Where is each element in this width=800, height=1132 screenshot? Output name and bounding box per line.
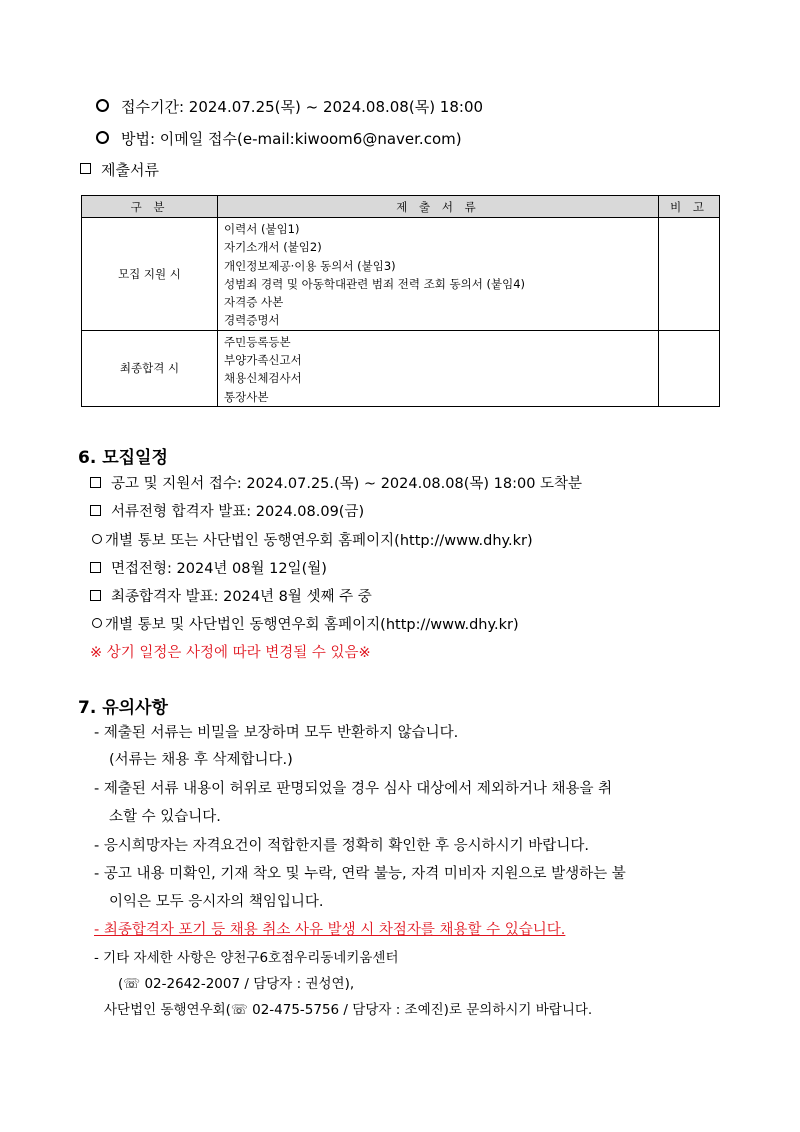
schedule-title: 6. 모집일정 <box>78 448 168 468</box>
table-row <box>82 330 720 406</box>
list-item: 성범죄 경력 및 아동학대관련 범죄 전력 조회 동의서 (붙임4) <box>224 276 526 291</box>
row-category: 모집 지원 시 <box>82 218 218 331</box>
list-item: 부양가족신고서 <box>224 353 302 368</box>
application-period: 접수기간: 2024.07.25(목) ~ 2024.08.08(목) 18:00 <box>96 96 483 117</box>
list-item: 개인정보제공·이용 동의서 (붙임3) <box>224 258 396 273</box>
list-item: 주민등록등본 <box>224 334 291 349</box>
table-header-row <box>82 196 720 218</box>
schedule-doc-result-note: 개별 통보 또는 사단법인 동행연우회 홈페이지(http://www.dhy.kr) <box>92 529 533 550</box>
schedule-announce: 공고 및 지원서 접수: 2024.07.25.(목) ~ 2024.08.08(목) 18:00 도착분 <box>90 472 582 493</box>
circle-bullet-icon <box>92 534 102 544</box>
row-note <box>659 218 720 331</box>
row-category: 최종합격 시 <box>82 330 218 406</box>
schedule-doc-result: 서류전형 합격자 발표: 2024.08.09(금) <box>90 500 364 521</box>
list-item: 이력서 (붙임1) <box>224 222 300 236</box>
circle-bullet-icon <box>96 99 109 112</box>
schedule-final-result-note: 개별 통보 및 사단법인 동행연우회 홈페이지(http://www.dhy.kr) <box>92 613 519 634</box>
square-bullet-icon <box>90 590 101 601</box>
notice-item: - 기타 자세한 사항은 양천구6호점우리동네키움센터 <box>94 950 399 966</box>
row-documents <box>218 218 659 331</box>
circle-bullet-icon <box>92 618 102 628</box>
list-item: 경력증명서 <box>224 313 280 328</box>
documents-heading: 제출서류 <box>80 159 159 180</box>
header-category: 구 분 <box>82 196 218 218</box>
schedule-interview: 면접전형: 2024년 08월 12일(월) <box>90 557 327 578</box>
documents-table <box>81 195 720 407</box>
contact-dhy: 사단법인 동행연우회(☏ 02-475-5756 / 담당자 : 조예진)로 문의하시기 바랍니다. <box>104 1002 593 1018</box>
notice-item: - 응시희망자는 자격요건이 적합한지를 정확히 확인한 후 응시하시기 바랍니다. <box>94 838 589 854</box>
square-bullet-icon <box>90 505 101 516</box>
list-item: 통장사본 <box>224 389 269 404</box>
row-note <box>659 330 720 406</box>
square-bullet-icon <box>80 163 91 174</box>
notice-title: 7. 유의사항 <box>78 698 168 718</box>
notice-item: - 제출된 서류 내용이 허위로 판명되었을 경우 심사 대상에서 제외하거나 채용을 취 <box>94 781 613 797</box>
notice-item-cont: 소할 수 있습니다. <box>109 809 221 825</box>
notice-item-cont: (서류는 채용 후 삭제합니다.) <box>109 752 293 768</box>
circle-bullet-icon <box>96 131 109 144</box>
notice-item: - 제출된 서류는 비밀을 보장하며 모두 반환하지 않습니다. <box>94 725 459 741</box>
list-item: 자기소개서 (붙임2) <box>224 240 322 255</box>
application-method: 방법: 이메일 접수(e-mail:kiwoom6@naver.com) <box>96 128 462 149</box>
contact-kiwoom: (☏ 02-2642-2007 / 담당자 : 권성연), <box>118 976 355 992</box>
list-item: 자격증 사본 <box>224 295 284 310</box>
table-row <box>82 218 720 331</box>
schedule-warning: ※ 상기 일정은 사정에 따라 변경될 수 있음※ <box>90 645 371 661</box>
square-bullet-icon <box>90 477 101 488</box>
square-bullet-icon <box>90 562 101 573</box>
notice-item-cont: 이익은 모두 응시자의 책임입니다. <box>109 894 324 910</box>
list-item: 채용신체검사서 <box>224 371 302 386</box>
notice-item: - 공고 내용 미확인, 기재 착오 및 누락, 연락 불능, 자격 미비자 지원으로 발생하는 불 <box>94 866 626 882</box>
schedule-final-result: 최종합격자 발표: 2024년 8월 셋째 주 중 <box>90 585 372 606</box>
header-note: 비 고 <box>659 196 720 218</box>
row-documents <box>218 330 659 406</box>
header-documents: 제 출 서 류 <box>218 196 659 218</box>
notice-item-highlight: - 최종합격자 포기 등 채용 취소 사유 발생 시 차점자를 채용할 수 있습니다. <box>94 922 566 938</box>
